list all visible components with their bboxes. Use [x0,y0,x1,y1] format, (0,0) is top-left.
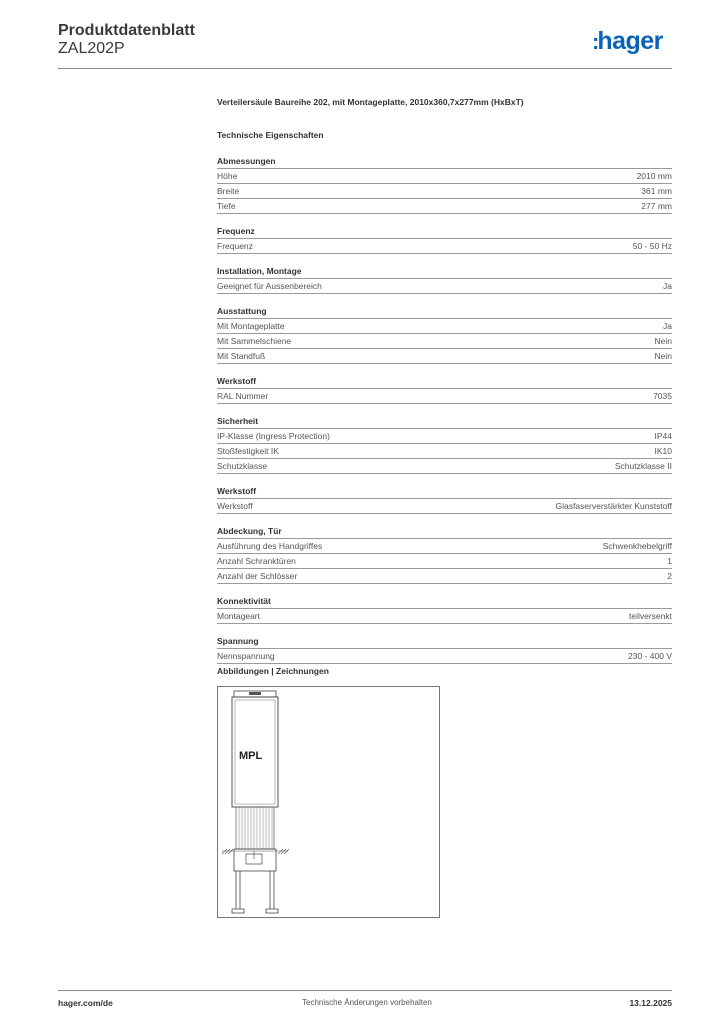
section-rows [217,318,672,364]
spec-row [217,183,672,198]
drawing-svg [218,687,439,917]
spec-row [217,428,672,443]
spec-label: Frequenz [217,241,253,251]
spec-label: Mit Standfuß [217,351,266,361]
product-description: Verteilersäule Baureihe 202, mit Montageplatte, 2010x360,7x277mm (HxBxT) [217,97,524,107]
drawing-cable-section [236,807,274,849]
spec-section [217,374,672,404]
section-title: Frequenz [217,226,255,236]
spec-row [217,348,672,364]
spec-label: Werkstoff [217,501,253,511]
spec-row [217,278,672,294]
spec-label: RAL Nummer [217,391,269,401]
spec-sections [217,154,672,664]
tech-heading: Technische Eigenschaften [217,130,324,140]
logo-text: hager [597,27,663,55]
drawing-cable-lines [239,807,272,849]
section-title: Ausstattung [217,306,267,316]
spec-row [217,498,672,514]
spec-section [217,634,672,664]
drawing-ground [222,849,289,854]
product-drawing [217,686,440,918]
section-title: Abdeckung, Tür [217,526,282,536]
footer-divider [58,990,672,991]
spec-value: 277 mm [641,201,672,211]
spec-row [217,388,672,404]
spec-row [217,648,672,664]
spec-label: Nennspannung [217,651,275,661]
spec-section [217,524,672,584]
section-rows [217,428,672,474]
section-title: Sicherheit [217,416,259,426]
spec-value: 230 - 400 V [628,651,672,661]
spec-value: 50 - 50 Hz [632,241,672,251]
spec-value: IP44 [654,431,672,441]
spec-row [217,318,672,333]
section-title: Abmessungen [217,156,276,166]
spec-content [217,96,672,674]
spec-row [217,443,672,458]
spec-row [217,458,672,474]
section-rows [217,648,672,664]
spec-label: Anzahl Schranktüren [217,556,296,566]
spec-value: 1 [667,556,672,566]
spec-label: Geeignet für Aussenbereich [217,281,322,291]
drawing-logo-mark [249,692,261,695]
drawing-label: MPL [239,750,263,762]
spec-section [217,154,672,214]
spec-label: Mit Montageplatte [217,321,285,331]
spec-label: Mit Sammelschiene [217,336,292,346]
footer-website[interactable]: hager.com/de [58,998,113,1008]
spec-value: 361 mm [641,186,672,196]
spec-value: Nein [654,336,672,346]
section-title: Installation, Montage [217,266,302,276]
spec-label: Anzahl der Schlösser [217,571,298,581]
spec-value: Ja [663,321,672,331]
spec-row [217,198,672,214]
drawing-base [234,849,276,871]
spec-label: Stoßfestigkeit IK [217,446,279,456]
spec-section [217,414,672,474]
product-code: ZAL202P [58,40,125,57]
spec-label: Breite [217,186,240,196]
spec-value: teilversenkt [629,611,672,621]
section-rows [217,498,672,514]
logo-dots: : [592,29,598,54]
spec-section [217,484,672,514]
spec-value: IK10 [654,446,672,456]
footer-notice: Technische Änderungen vorbehalten [302,998,432,1007]
spec-row [217,333,672,348]
section-title: Konnektivität [217,596,271,606]
spec-row [217,238,672,254]
footer-date: 13.12.2025 [629,998,672,1008]
spec-label: Montageart [217,611,260,621]
spec-value: Schutzklasse II [614,461,672,471]
section-rows [217,168,672,214]
spec-value: Glasfaserverstärkter Kunststoff [555,501,672,511]
section-rows [217,278,672,294]
document-title: Produktdatenblatt [58,22,195,39]
spec-value: Nein [654,351,672,361]
section-title: Werkstoff [217,486,257,496]
section-rows [217,388,672,404]
spec-row [217,168,672,183]
figures-heading: Abbildungen | Zeichnungen [217,666,329,676]
header-divider [58,68,672,69]
section-title: Werkstoff [217,376,257,386]
spec-label: Ausführung des Handgriffes [217,541,323,551]
hager-logo [592,26,663,57]
spec-row [217,608,672,624]
section-rows [217,238,672,254]
section-rows [217,538,672,584]
spec-label: IP-Klasse (Ingress Protection) [217,431,330,441]
spec-section [217,264,672,294]
section-rows [217,608,672,624]
spec-label: Schutzklasse [217,461,268,471]
spec-value: Schwenkhebelgriff [602,541,672,551]
spec-label: Höhe [217,171,238,181]
spec-value: 7035 [653,391,672,401]
spec-section [217,594,672,624]
spec-row [217,538,672,553]
spec-value: 2010 mm [636,171,672,181]
spec-value: Ja [663,281,672,291]
drawing-legs [232,871,278,913]
section-title: Spannung [217,636,259,646]
spec-section [217,224,672,254]
spec-section [217,304,672,364]
spec-label: Tiefe [217,201,236,211]
spec-row [217,553,672,568]
spec-row [217,568,672,584]
spec-value: 2 [667,571,672,581]
